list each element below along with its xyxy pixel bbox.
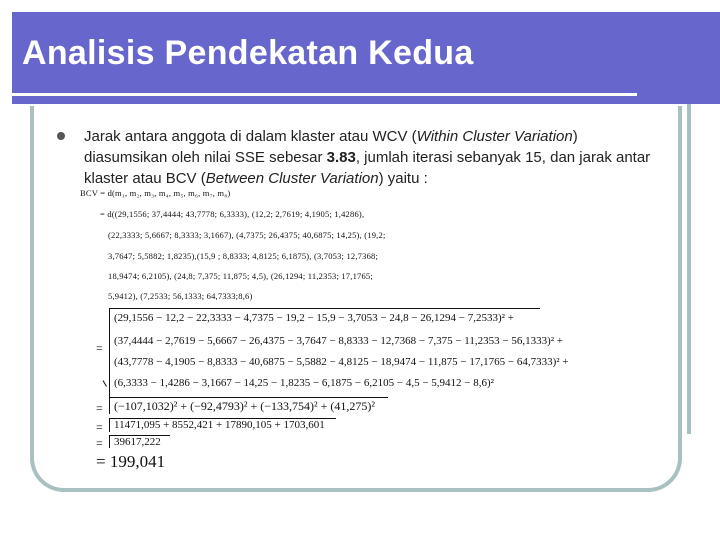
- bullet-text-part: , jumlah iterasi sebanyak 15, dan jarak antar klaster atau BCV (: [84, 149, 651, 187]
- equals-sign: =: [96, 341, 103, 355]
- step-2: 11471,095 + 8552,421 + 17890,105 + 1703,601: [114, 419, 325, 431]
- frame-right-edge: [687, 104, 691, 434]
- radical-stem: [109, 418, 110, 432]
- bullet-dot-icon: [57, 132, 65, 140]
- bcv-term: Between Cluster Variation: [205, 170, 379, 187]
- step-3: 39617,222: [114, 436, 161, 448]
- radicand-row: (6,3333 − 1,4286 − 3,1667 − 14,25 − 1,8235 − 6,1875 − 6,2105 − 4,5 − 5,9412 − 8,6)²: [114, 377, 494, 389]
- radical-stem: [109, 397, 110, 414]
- sse-value: 3.83: [326, 149, 356, 166]
- radicand-row: (37,4444 − 2,7619 − 5,6667 − 26,4375 − 3,7647 − 8,8333 − 12,7368 − 7,375 − 11,2353 − 56,1333)² +: [114, 335, 564, 347]
- title-underline: [12, 93, 637, 96]
- radical-bar: [110, 397, 388, 398]
- bullet-text: [84, 126, 664, 189]
- radicand-row: (43,7778 − 4,1905 − 8,8333 − 40,6875 − 5,5882 − 4,8125 − 18,9474 − 11,875 − 17,1765 − 64,7333)² +: [114, 356, 569, 368]
- wcv-term: Within Cluster Variation: [416, 128, 573, 145]
- equals-sign: =: [96, 401, 103, 415]
- formula-line: 3,7647; 5,5882; 1,8235),(15,9 ; 8,8333; 4,8125; 6,1875), (3,7053; 12,7368;: [108, 251, 379, 261]
- radical-stem: [109, 308, 110, 400]
- formula-line: = d((29,1556; 37,4444; 43,7778; 6,3333), (12,2; 2,7619; 4,1905; 1,4286),: [100, 209, 365, 219]
- radicand-row: (29,1556 − 12,2 − 22,3333 − 4,7375 − 19,2 − 15,9 − 3,7053 − 24,8 − 26,1294 − 7,2533)² +: [114, 312, 514, 324]
- formula-line: 5,9412), (7,2533; 56,1333; 64,7333;8,6): [108, 291, 253, 301]
- bullet-text-part: ) yaitu :: [378, 170, 428, 187]
- bullet-text-part: Jarak antara anggota di dalam klaster atau WCV (: [84, 128, 417, 145]
- result-value: = 199,041: [96, 452, 166, 471]
- bullet-text-part: ) diasumsikan oleh nilai SSE sebesar: [84, 128, 578, 166]
- radical-bar: [110, 308, 540, 309]
- slide-title: Analisis Pendekatan Kedua: [22, 34, 474, 72]
- step-1: (−107,1032)² + (−92,4793)² + (−133,754)² + (41,275)²: [114, 399, 375, 413]
- equals-sign: =: [96, 436, 103, 450]
- formula-line: 18,9474; 6,2105), (24,8; 7,375; 11,875; 4,5), (26,1294; 11,2353; 17,1765;: [108, 271, 373, 281]
- formula-line: (22,3333; 5,6667; 8,3333; 3,1667), (4,7375; 26,4375; 40,6875; 14,25), (19,2;: [108, 230, 386, 240]
- equals-sign: =: [96, 420, 103, 434]
- formula-line: BCV = d(m₁, m₂, m₃, m₄, m₅, m₆, m₇, m₈): [80, 188, 231, 198]
- radical-stem: [109, 435, 110, 448]
